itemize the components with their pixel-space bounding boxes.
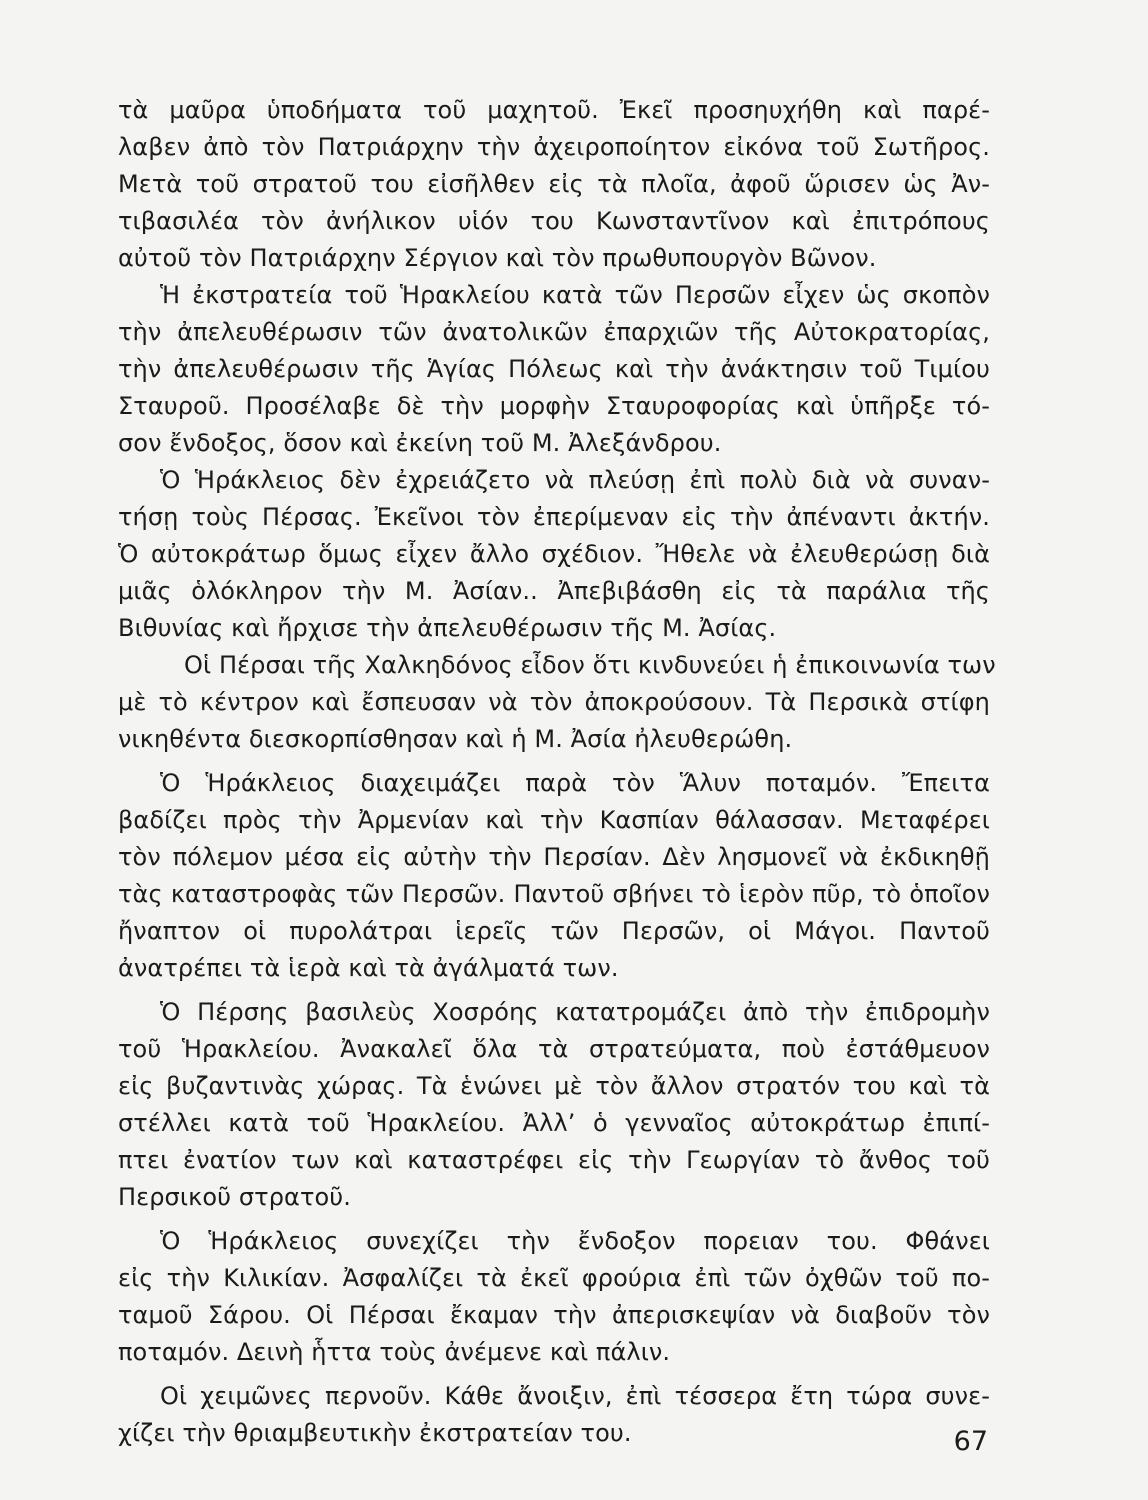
text-line: Βιθυνίας καὶ ἤρχισε τὴν ἀπελευθέρωσιν τῆς Μ. Ἀσίας. (118, 614, 777, 642)
text-line: Οἱ Πέρσαι τῆς Χαλκηδόνος εἶδον ὅτι κινδυνεύει ἡ ἐπικοινωνία των (184, 651, 996, 679)
text-line: μὲ τὸ κέντρον καὶ ἔσπευσαν νὰ τὸν ἀποκρούσουν. Τὰ Περσικὰ στίφη (118, 688, 990, 716)
text-line: Ὁ Ἡράκλειος δὲν ἐχρειάζετο νὰ πλεύσῃ ἐπὶ πολὺ διὰ νὰ συναν- (160, 466, 990, 494)
body-text (118, 92, 996, 1452)
text-line: ἤναπτον οἱ πυρολάτραι ἱερεῖς τῶν Περσῶν, οἱ Μάγοι. Παντοῦ (118, 917, 990, 945)
text-line: τιβασιλέα τὸν ἀνήλικον υἱόν του Κωνσταντῖνον καὶ ἐπιτρόπους (118, 207, 990, 235)
text-line: νικηθέντα διεσκορπίσθησαν καὶ ἡ Μ. Ἀσία ἠλευθερώθη. (118, 725, 793, 753)
text-line: τὰς καταστροφὰς τῶν Περσῶν. Παντοῦ σβήνει τὸ ἱερὸν πῦρ, τὸ ὁποῖον (118, 880, 990, 908)
text-line: τήσῃ τοὺς Πέρσας. Ἐκεῖνοι τὸν ἐπερίμεναν εἰς τὴν ἀπέναντι ἀκτήν. (118, 503, 990, 531)
text-line: μιᾶς ὁλόκληρον τὴν Μ. Ἀσίαν.. Ἀπεβιβάσθη εἰς τὰ παράλια τῆς (118, 577, 990, 605)
text-line: τοῦ Ἡρακλείου. Ἀνακαλεῖ ὅλα τὰ στρατεύματα, ποὺ ἐστάθμευον (118, 1035, 990, 1063)
text-line: σον ἔνδοξος, ὅσον καὶ ἐκείνη τοῦ Μ. Ἀλεξάνδρου. (118, 429, 722, 457)
text-line: ταμοῦ Σάρου. Οἱ Πέρσαι ἔκαμαν τὴν ἀπερισκεψίαν νὰ διαβοῦν τὸν (118, 1301, 990, 1329)
text-line: αὐτοῦ τὸν Πατριάρχην Σέργιον καὶ τὸν πρωθυπουργὸν Βῶνον. (118, 244, 877, 272)
text-line: πτει ἐνατίον των καὶ καταστρέφει εἰς τὴν Γεωργίαν τὸ ἄνθος τοῦ (118, 1146, 990, 1174)
text-line: στέλλει κατὰ τοῦ Ἡρακλείου. Ἀλλ’ ὁ γενναῖος αὐτοκράτωρ ἐπιπί- (118, 1109, 990, 1137)
text-line: Ὁ Ἡράκλειος συνεχίζει τὴν ἔνδοξον πορειαν του. Φθάνει (160, 1227, 990, 1255)
text-line: τὰ μαῦρα ὑποδήματα τοῦ μαχητοῦ. Ἐκεῖ προσηυχήθη καὶ παρέ- (118, 96, 990, 124)
text-line: τὴν ἀπελευθέρωσιν τῆς Ἁγίας Πόλεως καὶ τὴν ἀνάκτησιν τοῦ Τιμίου (118, 355, 990, 383)
text-line: Ἡ ἐκστρατεία τοῦ Ἡρακλείου κατὰ τῶν Περσῶν εἶχεν ὡς σκοπὸν (160, 281, 990, 309)
text-line: λαβεν ἀπὸ τὸν Πατριάρχην τὴν ἀχειροποίητον εἰκόνα τοῦ Σωτῆρος. (118, 133, 990, 161)
text-line: Οἱ χειμῶνες περνοῦν. Κάθε ἄνοιξιν, ἐπὶ τέσσερα ἔτη τώρα συνε- (160, 1382, 990, 1410)
text-line: ἀνατρέπει τὰ ἱερὰ καὶ τὰ ἀγάλματά των. (118, 954, 619, 982)
text-line: βαδίζει πρὸς τὴν Ἀρμενίαν καὶ τὴν Κασπίαν θάλασσαν. Μεταφέρει (118, 806, 990, 834)
text-line: Ὁ Πέρσης βασιλεὺς Χοσρόης κατατρομάζει ἀπὸ τὴν ἐπιδρομὴν (160, 998, 990, 1026)
text-line: Ὁ αὐτοκράτωρ ὅμως εἶχεν ἄλλο σχέδιον. Ἤθελε νὰ ἐλευθερώσῃ διὰ (118, 540, 990, 568)
text-line: Σταυροῦ. Προσέλαβε δὲ τὴν μορφὴν Σταυροφορίας καὶ ὑπῆρξε τό- (118, 392, 990, 420)
text-line: Περσικοῦ στρατοῦ. (118, 1183, 351, 1211)
text-line: ποταμόν. Δεινὴ ἧττα τοὺς ἀνέμενε καὶ πάλιν. (118, 1338, 671, 1366)
page-number: 67 (953, 1426, 988, 1457)
text-line: Μετὰ τοῦ στρατοῦ του εἰσῆλθεν εἰς τὰ πλοῖα, ἀφοῦ ὥρισεν ὡς Ἀν- (118, 170, 990, 198)
text-line: χίζει τὴν θριαμβευτικὴν ἐκστρατείαν του. (118, 1419, 632, 1447)
text-line: τὴν ἀπελευθέρωσιν τῶν ἀνατολικῶν ἐπαρχιῶν τῆς Αὐτοκρατορίας, (118, 318, 990, 346)
text-line: τὸν πόλεμον μέσα εἰς αὐτὴν τὴν Περσίαν. Δὲν λησμονεῖ νὰ ἐκδικηθῇ (118, 843, 990, 871)
text-line: εἰς τὴν Κιλικίαν. Ἀσφαλίζει τὰ ἐκεῖ φρούρια ἐπὶ τῶν ὀχθῶν τοῦ πο- (118, 1264, 990, 1292)
text-line: εἰς βυζαντινὰς χώρας. Τὰ ἑνώνει μὲ τὸν ἄλλον στρατόν του καὶ τὰ (118, 1072, 990, 1100)
text-line: Ὁ Ἡράκλειος διαχειμάζει παρὰ τὸν Ἅλυν ποταμόν. Ἔπειτα (160, 769, 990, 797)
